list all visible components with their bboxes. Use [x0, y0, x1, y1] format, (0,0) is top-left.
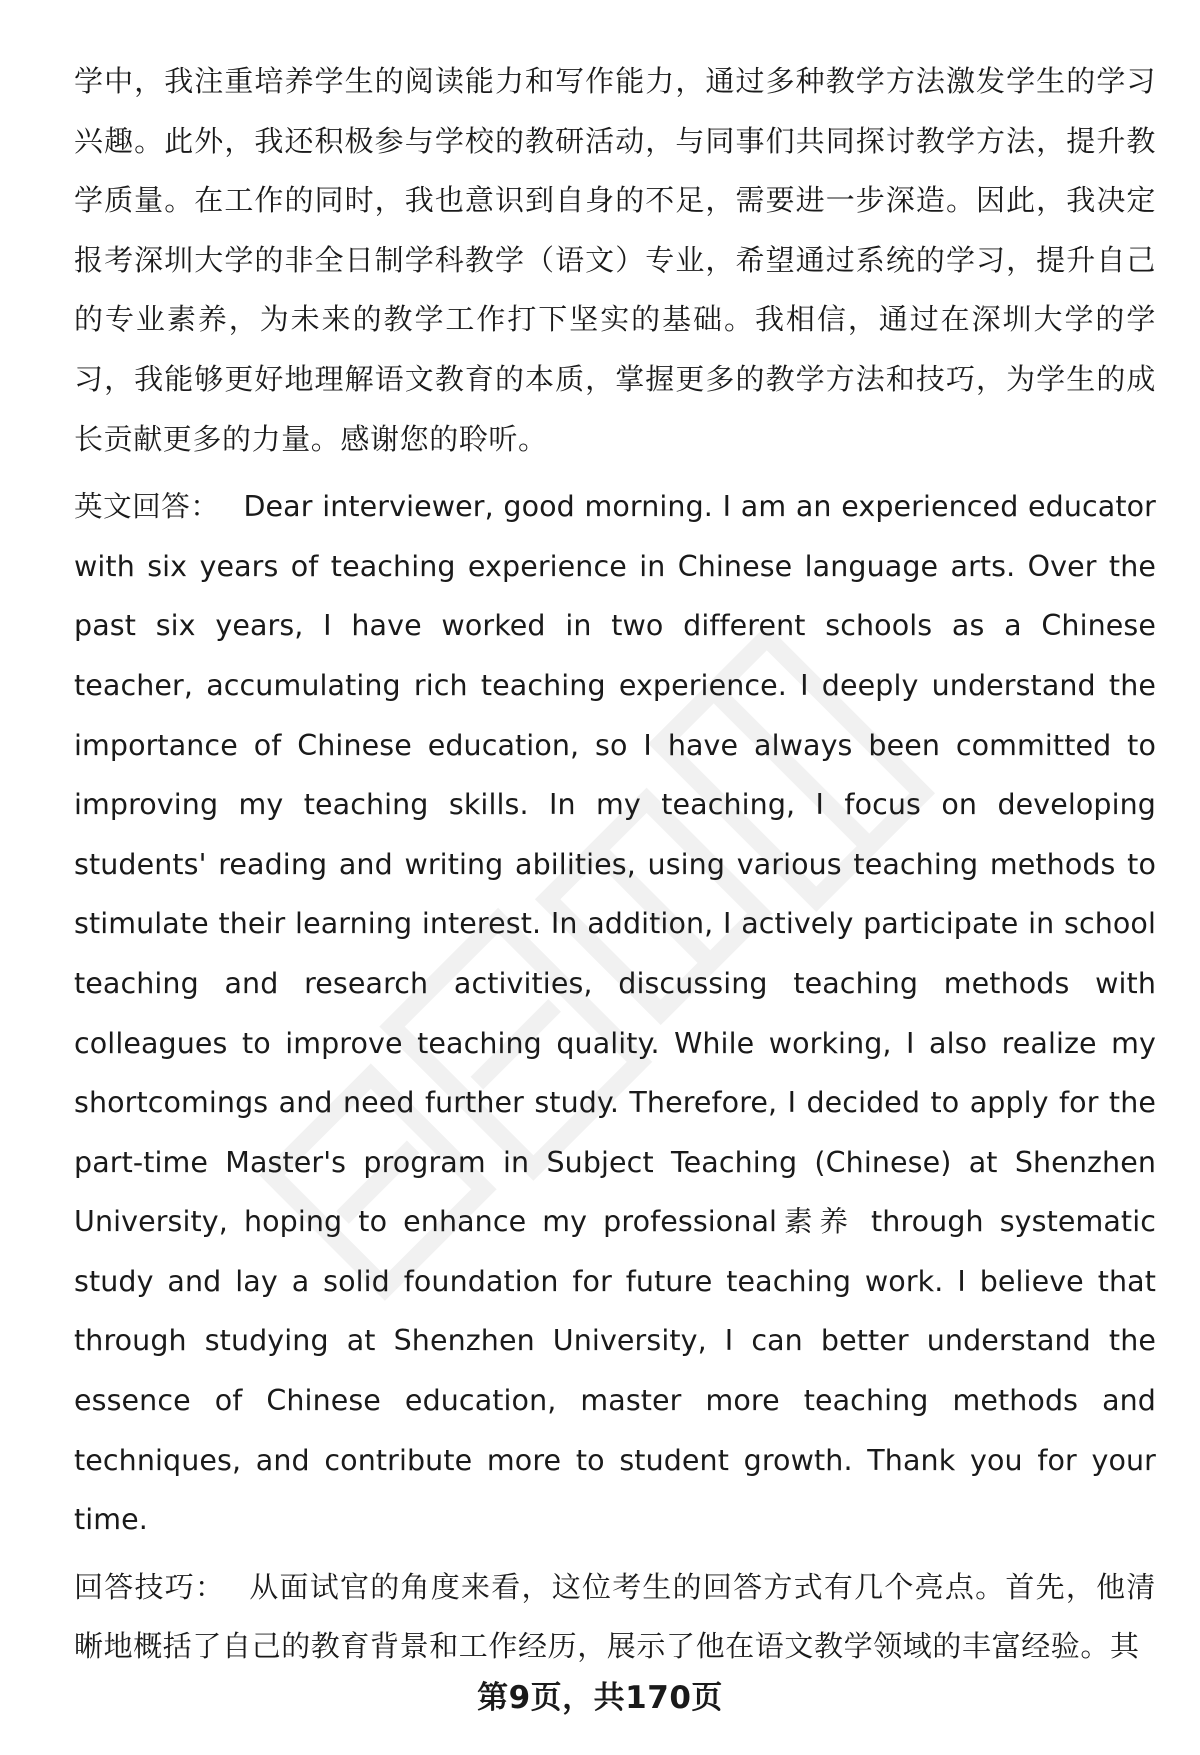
english-answer-paragraph — [74, 477, 1156, 1550]
english-answer-text: Dear interviewer, good morning. I am an experienced educator with six years of teaching experience in Chinese language arts. Over the past six years, I have worked in two different schools as a Chinese teacher, accumulating rich teaching experience. I deeply understand the importance of Chinese education, so I have always been committed to improving my teaching skills. In my teaching, I focus on developing students' reading and writing abilities, using various teaching methods to stimulate their learning interest. In addition, I actively participate in school teaching and research activities, discussing teaching methods with colleagues to improve teaching quality. While working, I also realize my shortcomings and need further study. Therefore, I decided to apply for the part-time Master's program in Subject Teaching (Chinese) at Shenzhen University, hoping to enhance my professional素养 through systematic study and lay a solid foundation for future teaching work. I believe that through studying at Shenzhen University, I can better understand the essence of Chinese education, master more teaching methods and techniques, and contribute more to student growth. Thank you for your time. — [74, 490, 1156, 1537]
chinese-answer-paragraph: 学中，我注重培养学生的阅读能力和写作能力，通过多种教学方法激发学生的学习兴趣。此外，我还积极参与学校的教研活动，与同事们共同探讨教学方法，提升教学质量。在工作的同时，我也意识到自身的不足，需要进一步深造。因此，我决定报考深圳大学的非全日制学科教学（语文）专业，希望通过系统的学习，提升自己的专业素养，为未来的教学工作打下坚实的基础。我相信，通过在深圳大学的学习，我能够更好地理解语文教育的本质，掌握更多的教学方法和技巧，为学生的成长贡献更多的力量。感谢您的聆听。 — [74, 64, 1156, 456]
answer-tips-paragraph — [74, 1558, 1156, 1677]
answer-tips-text: 从面试官的角度来看，这位考生的回答方式有几个亮点。首先，他清晰地概括了自己的教育背景和工作经历，展示了他在语文教学领域的丰富经验。其 — [74, 1569, 1156, 1664]
english-answer-label: 英文回答： — [74, 490, 220, 524]
answer-tips-label: 回答技巧： — [74, 1569, 226, 1604]
document-page — [74, 52, 1156, 1677]
page-number-footer: 第9页，共170页 — [477, 1680, 723, 1716]
